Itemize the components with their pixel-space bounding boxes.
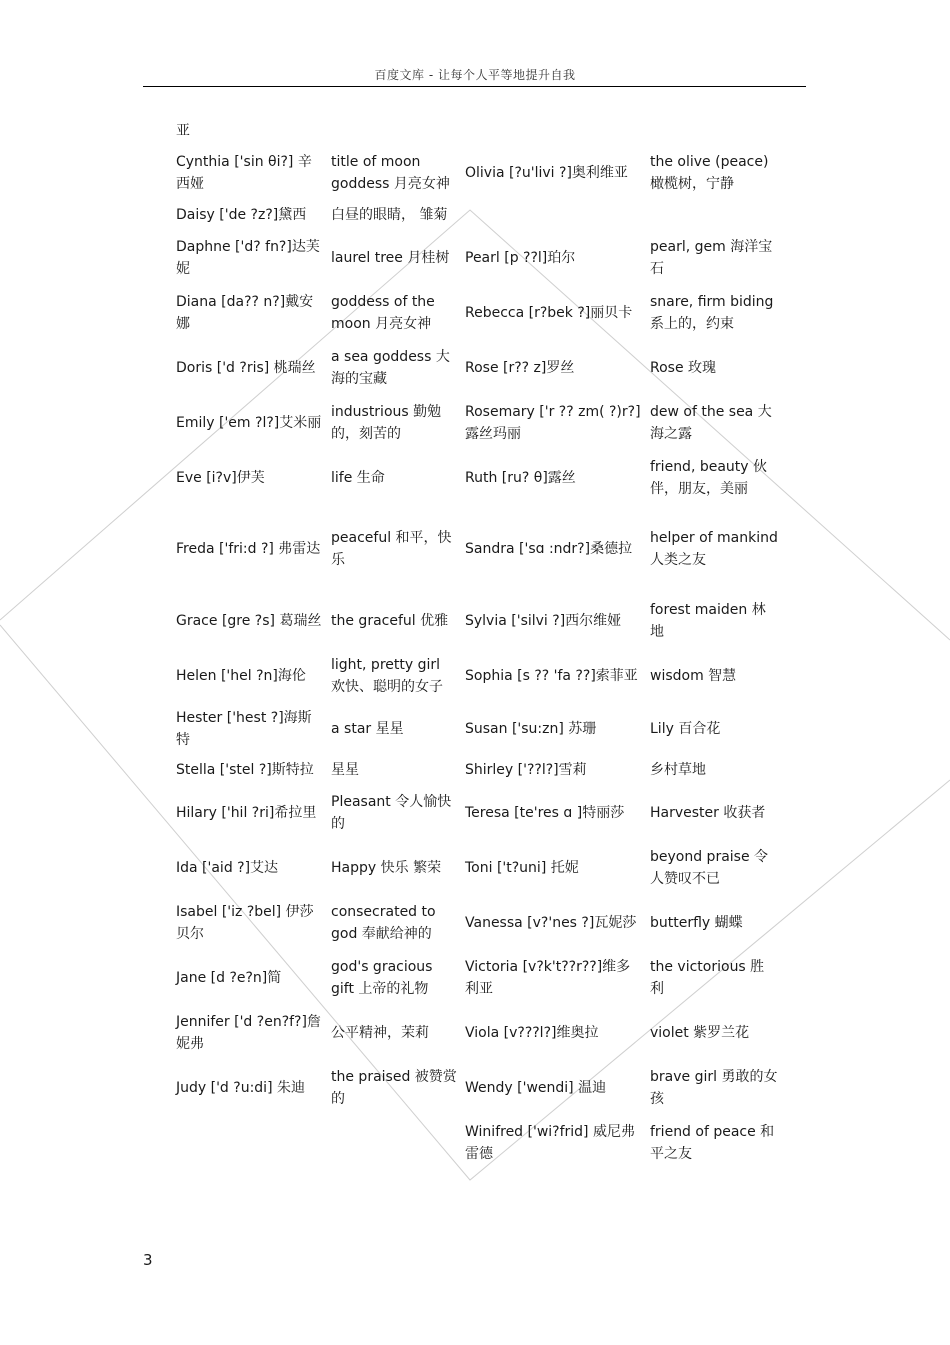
cell-meaning2: snare, firm biding 系上的，约束 — [650, 293, 774, 332]
cell-meaning2: Lily 百合花 — [650, 721, 721, 737]
cell-meaning: light, pretty girl 欢快、聪明的女子 — [331, 656, 443, 695]
table-row — [172, 285, 782, 340]
cell-name: Stella ['stel ?]斯特拉 — [176, 762, 314, 778]
cell-meaning2: wisdom 智慧 — [650, 667, 737, 684]
cell-name2: Ruth [ru? θ]露丝 — [465, 469, 576, 486]
cell-meaning: 星星 — [331, 762, 359, 778]
cell-name: Grace [gre ?s] 葛瑞丝 — [176, 612, 322, 629]
cell-name2: Olivia [?u'livi ?]奥利维亚 — [465, 165, 628, 181]
cell-meaning2: friend, beauty 伙伴，朋友，美丽 — [650, 458, 768, 497]
cell-name2: Rose [r?? z]罗丝 — [465, 359, 575, 376]
cell-name2: Pearl [p ??l]珀尔 — [465, 249, 576, 266]
cell-meaning2: 乡村草地 — [650, 762, 706, 778]
cell-meaning2: Harvester 收获者 — [650, 804, 766, 821]
table-row — [172, 505, 782, 593]
table-row — [172, 950, 782, 1005]
cell-meaning: consecrated to god 奉献给神的 — [331, 903, 436, 942]
cell-name2: Shirley ['??l?]雪莉 — [465, 762, 587, 778]
cell-meaning2: forest maiden 林地 — [650, 601, 766, 640]
cell-name2: Toni ['t?uni] 托妮 — [465, 859, 579, 876]
cell-meaning: god's gracious gift 上帝的礼物 — [331, 958, 433, 997]
cell-meaning2: pearl, gem 海洋宝石 — [650, 238, 773, 277]
cell-meaning — [327, 1115, 461, 1170]
table-row — [172, 895, 782, 950]
cell-name: Hilary ['hil ?ri]希拉里 — [176, 804, 317, 821]
table-row — [172, 648, 782, 703]
table-row — [172, 395, 782, 450]
cell-meaning: 公平精神，茉莉 — [331, 1024, 429, 1041]
cell-name: Hester ['hest ?]海斯特 — [176, 710, 312, 748]
cell-meaning: industrious 勤勉的，刻苦的 — [331, 403, 442, 442]
cell-name2: Susan ['su:zn] 苏珊 — [465, 721, 597, 737]
table-row — [172, 230, 782, 285]
cell-meaning2: friend of peace 和平之友 — [650, 1123, 775, 1162]
table-row — [172, 146, 782, 200]
cell-meaning2: Rose 玫瑰 — [650, 359, 717, 376]
cell-name: Freda ['fri:d ?] 弗雷达 — [176, 541, 321, 557]
names-table — [172, 146, 782, 1170]
cell-name: Helen ['hel ?n]海伦 — [176, 667, 306, 684]
cell-meaning2 — [646, 200, 782, 230]
cell-meaning2: dew of the sea 大海之露 — [650, 403, 772, 442]
table-row — [172, 1060, 782, 1115]
cell-name2: Rosemary ['r ?? zm( ?)r?]露丝玛丽 — [465, 403, 641, 442]
table-row — [172, 703, 782, 755]
table-row — [172, 1005, 782, 1060]
cell-name: Jennifer ['d ?en?f?]詹妮弗 — [176, 1013, 321, 1052]
cell-meaning2: the olive (peace) 橄榄树，宁静 — [650, 154, 769, 192]
table-row — [172, 840, 782, 895]
names-document — [172, 116, 782, 1170]
cell-name: Judy ['d ?u:di] 朱迪 — [176, 1079, 305, 1096]
cell-name2: Wendy ['wendi] 温迪 — [465, 1079, 607, 1096]
cell-meaning2: butterfly 蝴蝶 — [650, 914, 743, 931]
table-row — [172, 450, 782, 505]
cell-meaning2: brave girl 勇敢的女孩 — [650, 1068, 778, 1107]
cell-name: Jane [d ?e?n]简 — [176, 969, 282, 986]
table-row — [172, 1115, 782, 1170]
cell-meaning: life 生命 — [331, 469, 385, 486]
cell-name: Daisy ['de ?z?]黛西 — [176, 207, 307, 223]
cell-name — [172, 1115, 327, 1170]
cell-meaning: the graceful 优雅 — [331, 612, 449, 629]
cell-name2: Sandra ['sɑ :ndr?]桑德拉 — [465, 541, 633, 557]
cell-name: Emily ['em ?l?]艾米丽 — [176, 414, 322, 431]
cell-name2: Winifred ['wi?frid] 威尼弗雷德 — [465, 1123, 635, 1162]
table-row — [172, 755, 782, 785]
cell-name2 — [461, 200, 646, 230]
cell-name2: Sophia [s ?? 'fa ??]索菲亚 — [465, 667, 638, 684]
cell-meaning: 白昼的眼睛， 雏菊 — [331, 207, 448, 223]
cell-name2: Sylvia ['silvi ?]西尔维娅 — [465, 612, 622, 629]
cell-name: Diana [da?? n?]戴安娜 — [176, 293, 314, 332]
cell-name: Ida ['aid ?]艾达 — [176, 859, 279, 876]
table-row — [172, 200, 782, 230]
cell-name: Eve [i?v]伊芙 — [176, 469, 265, 486]
cell-meaning: laurel tree 月桂树 — [331, 249, 450, 266]
cell-name: Isabel ['iz ?bel] 伊莎贝尔 — [176, 903, 314, 942]
cell-meaning: peaceful 和平，快乐 — [331, 530, 452, 568]
cell-meaning: title of moon goddess 月亮女神 — [331, 154, 450, 192]
cell-name2: Vanessa [v?'nes ?]瓦妮莎 — [465, 914, 637, 931]
table-row — [172, 785, 782, 840]
cell-meaning2: violet 紫罗兰花 — [650, 1024, 750, 1041]
cell-meaning: the praised 被赞赏的 — [331, 1068, 457, 1107]
cell-meaning: a star 星星 — [331, 721, 404, 737]
cell-name: Daphne ['d? fn?]达芙妮 — [176, 238, 320, 277]
cell-name2: Viola [v???l?]维奥拉 — [465, 1024, 599, 1041]
cell-meaning2: helper of mankind 人类之友 — [650, 530, 778, 568]
cell-meaning2: beyond praise 令人赞叹不已 — [650, 848, 769, 887]
cell-name2: Rebecca [r?bek ?]丽贝卡 — [465, 304, 633, 321]
cell-meaning2: the victorious 胜利 — [650, 958, 765, 997]
table-row — [172, 593, 782, 648]
cell-meaning: a sea goddess 大海的宝藏 — [331, 348, 450, 387]
continuation-text: 亚 — [176, 123, 190, 139]
cell-meaning: goddess of the moon 月亮女神 — [331, 293, 435, 332]
cell-meaning: Happy 快乐 繁荣 — [331, 859, 442, 876]
table-row — [172, 340, 782, 395]
header-rule — [143, 86, 806, 87]
cell-name: Doris ['d ?ris] 桃瑞丝 — [176, 359, 316, 376]
cell-name: Cynthia ['sin θi?] 辛西娅 — [176, 154, 312, 192]
cell-meaning: Pleasant 令人愉快的 — [331, 793, 452, 832]
page-header: 百度文库 - 让每个人平等地提升自我 — [374, 68, 576, 82]
page-number: 3 — [143, 1251, 153, 1269]
cell-name2: Victoria [v?k't??r??]维多利亚 — [465, 958, 631, 997]
cell-name2: Teresa [te'res ɑ ]特丽莎 — [465, 804, 625, 821]
